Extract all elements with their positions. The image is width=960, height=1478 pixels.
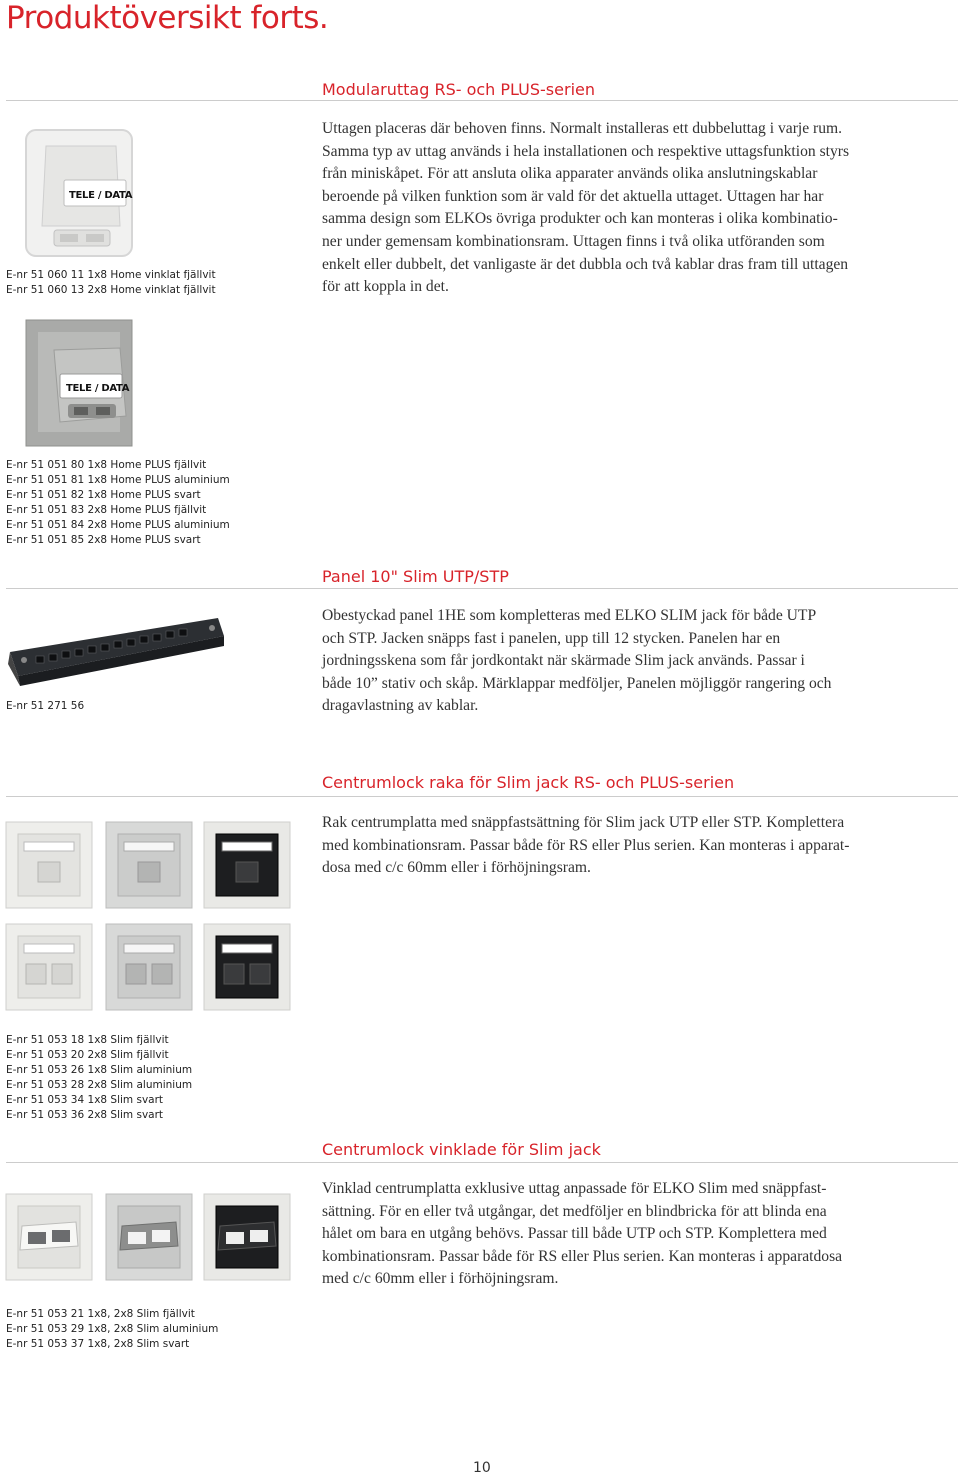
product-list-panel: E-nr 51 271 56 [6,700,85,712]
white-angled-outlet-image [24,128,136,260]
section-title-raka: Centrumlock raka för Slim jack RS- och PLUS-serien [322,773,735,792]
grey-plus-outlet-image [24,318,136,448]
section-text-raka: Rak centrumplatta med snäppfastsättning för Slim jack UTP eller STP. Komplettera med kombinationsram. Passar både för RS eller Plus serien. Kan monteras i apparat- dosa med c/c 60mm eller i förhöjningsram. [322,814,850,877]
angled-plate-svart [204,1194,290,1280]
product-list-plus: E-nr 51 051 80 1x8 Home PLUS fjällvit E-nr 51 051 81 1x8 Home PLUS aluminium E-nr 51 051 82 1x8 Home PLUS svart E-nr 51 051 83 2x8 Home PLUS fjällvit E-nr 51 051 84 2x8 Home PLUS aluminium E-nr 51 051 85 2x8 Home PLUS svart [6,459,230,546]
section-title-vinklade: Centrumlock vinklade för Slim jack [322,1140,601,1159]
angled-plate-aluminium [106,1194,192,1280]
product-list-vinklat: E-nr 51 060 11 1x8 Home vinklat fjällvit E-nr 51 060 13 2x8 Home vinklat fjällvit [6,269,216,296]
product-list-raka: E-nr 51 053 18 1x8 Slim fjällvit E-nr 51 053 20 2x8 Slim fjällvit E-nr 51 053 26 1x8 Slim aluminium E-nr 51 053 28 2x8 Slim aluminium E-nr 51 053 34 1x8 Slim svart E-nr 51 053 36 2x8 Slim svart [6,1034,193,1121]
plate-1x8-svart [204,822,290,908]
tele-data-label: TELE / DATA [69,190,133,201]
plate-1x8-aluminium [106,822,192,908]
section-text-vinklade: Vinklad centrumplatta exklusive uttag anpassade för ELKO Slim med snäppfast- sättning. För en eller två utgångar, det medföljer en blindbricka för att blinda ena hålet om bara en utgång behövs. Passar till både UTP och STP. Komplettera med kombinationsram. Passar både för RS eller Plus serien. Kan monteras i apparatdosa med c/c 60mm eller i förhöjningsram. [322,1180,843,1288]
angled-center-plates-image [4,1190,296,1286]
vinklade-rule [6,1162,958,1163]
plate-2x8-svart [204,924,290,1010]
patch-panel-image [6,612,228,692]
page-number: 10 [473,1460,491,1476]
header-rule [6,100,958,101]
plate-2x8-aluminium [106,924,192,1010]
section-text-panel: Obestyckad panel 1HE som kompletteras med ELKO SLIM jack för både UTP och STP. Jacken snäpps fast i panelen, upp till 12 stycken. Panelen har en jordningsskena som får jordkontakt när skärmade Slim jack används. Passar i både 10” stativ och skåp. Märklappar medföljer, Panelen möjliggör rangering och dragavlastning av kablar. [322,607,832,715]
plate-1x8-fjallvit [6,822,92,908]
panel-rule [6,588,958,589]
product-list-vinklade: E-nr 51 053 21 1x8, 2x8 Slim fjällvit E-nr 51 053 29 1x8, 2x8 Slim aluminium E-nr 51 053 37 1x8, 2x8 Slim svart [6,1308,219,1350]
section-title-panel: Panel 10" Slim UTP/STP [322,567,509,586]
angled-plate-fjallvit [6,1194,92,1280]
page-title: Produktöversikt forts. [6,0,329,36]
straight-center-plates-image [4,818,296,1014]
raka-rule [6,796,958,797]
plate-2x8-fjallvit [6,924,92,1010]
section-text-modularuttag: Uttagen placeras där behoven finns. Normalt installeras ett dubbeluttag i varje rum. Samma typ av uttag används i hela installationen och respektive uttagsfunktion styrs från miniskåpet. För att ansluta olika apparater används olika anslutningskablar beroende på vilken funktion som är vald för det aktuella uttaget. Uttagen har har samma design som ELKOs övriga produkter och kan monteras i olika kombinatio- ner under gemensam kombinationsram. Uttagen finns i två olika utföranden som enkelt eller dubbelt, det vanligaste är det dubbla och två kablar dras fram till uttagen för att koppla in det. [322,120,850,296]
section-title-modularuttag: Modularuttag RS- och PLUS-serien [322,80,595,99]
tele-data-label-2: TELE / DATA [66,383,130,394]
